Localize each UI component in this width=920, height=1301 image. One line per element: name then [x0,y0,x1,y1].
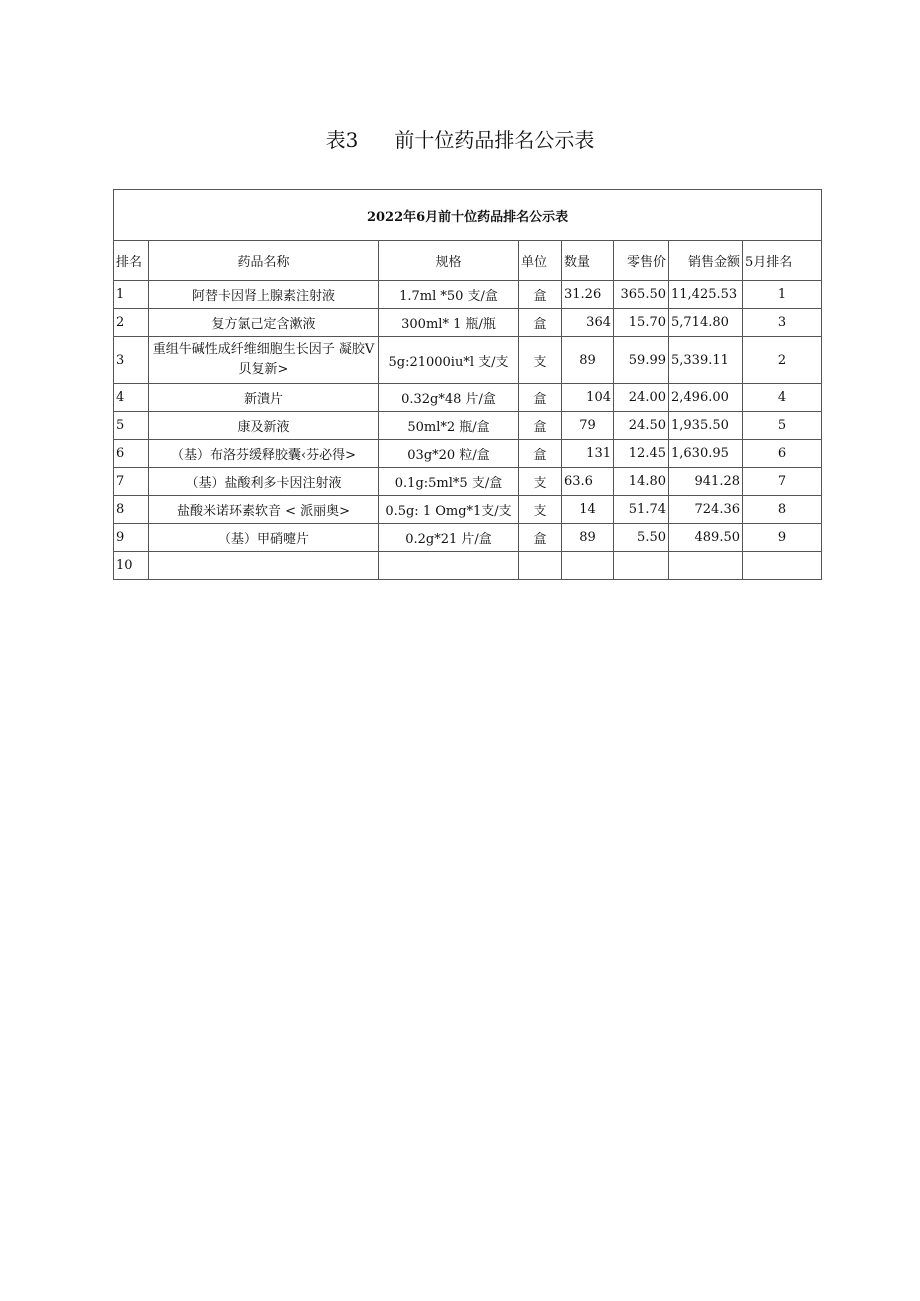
cell-price: 59.99 [614,337,669,384]
cell-name [149,552,379,580]
cell-rank: 2 [114,309,149,337]
cell-name: （基）盐酸利多卡因注射液 [149,468,379,496]
cell-prev-rank: 6 [743,440,822,468]
cell-price: 15.70 [614,309,669,337]
cell-prev-rank: 4 [743,384,822,412]
cell-rank: 8 [114,496,149,524]
cell-spec: 0.5g: 1 Omg*1支/支 [379,496,519,524]
cell-rank: 3 [114,337,149,384]
cell-unit [519,552,562,580]
cell-amount: 1,935.50 [669,412,743,440]
table-row [114,412,822,440]
cell-prev-rank: 2 [743,337,822,384]
table-row [114,384,822,412]
cell-amount [669,552,743,580]
cell-unit: 支 [519,496,562,524]
cell-price: 24.50 [614,412,669,440]
cell-spec: 5g:21000iu*l 支/支 [379,337,519,384]
cell-spec: 300ml* 1 瓶/瓶 [379,309,519,337]
cell-unit: 支 [519,468,562,496]
table-row [114,496,822,524]
cell-amount: 941.28 [669,468,743,496]
cell-qty: 79 [562,412,614,440]
cell-spec: 03g*20 粒/盒 [379,440,519,468]
cell-amount: 724.36 [669,496,743,524]
table-caption: 2022年6月前十位药品排名公示表 [114,190,822,241]
table-row [114,440,822,468]
cell-prev-rank: 1 [743,281,822,309]
cell-rank: 5 [114,412,149,440]
cell-price: 24.00 [614,384,669,412]
cell-unit: 盒 [519,412,562,440]
header-spec: 规格 [379,241,519,281]
cell-qty: 31.26 [562,281,614,309]
cell-unit: 盒 [519,440,562,468]
cell-name: 新潰片 [149,384,379,412]
cell-spec: 0.1g:5ml*5 支/盒 [379,468,519,496]
table-header-row [114,241,822,281]
table-row [114,468,822,496]
cell-rank: 10 [114,552,149,580]
cell-rank: 6 [114,440,149,468]
header-rank: 排名 [114,241,149,281]
table-row [114,552,822,580]
cell-unit: 盒 [519,309,562,337]
cell-amount: 2,496.00 [669,384,743,412]
table-row [114,337,822,384]
cell-price: 51.74 [614,496,669,524]
table-number-label: 表3 [325,128,359,152]
cell-prev-rank: 3 [743,309,822,337]
cell-unit: 盒 [519,281,562,309]
header-amount: 销售金额 [669,241,743,281]
cell-prev-rank: 8 [743,496,822,524]
cell-name: （基）甲硝嚏片 [149,524,379,552]
header-qty: 数量 [562,241,614,281]
cell-qty: 131 [562,440,614,468]
cell-rank: 4 [114,384,149,412]
cell-qty [562,552,614,580]
cell-rank: 7 [114,468,149,496]
cell-unit: 盒 [519,524,562,552]
cell-rank: 9 [114,524,149,552]
cell-qty: 14 [562,496,614,524]
cell-amount: 1,630.95 [669,440,743,468]
drug-ranking-table [113,189,822,580]
cell-amount: 489.50 [669,524,743,552]
document-title [0,124,920,153]
cell-price [614,552,669,580]
cell-name: 阿替卡因肾上腺素注射液 [149,281,379,309]
cell-unit: 盒 [519,384,562,412]
table-title-text: 前十位药品排名公示表 [394,128,595,152]
cell-qty: 89 [562,524,614,552]
cell-amount: 5,339.11 [669,337,743,384]
table-row [114,281,822,309]
table-row [114,524,822,552]
cell-prev-rank: 9 [743,524,822,552]
cell-spec [379,552,519,580]
header-unit: 单位 [519,241,562,281]
cell-name: （基）布洛芬缓释胶囊‹芬必得> [149,440,379,468]
cell-prev-rank [743,552,822,580]
header-name: 药品名称 [149,241,379,281]
table-row [114,309,822,337]
cell-qty: 63.6 [562,468,614,496]
cell-unit: 支 [519,337,562,384]
cell-amount: 11,425.53 [669,281,743,309]
cell-name: 复方氯己定含漱液 [149,309,379,337]
cell-spec: 0.2g*21 片/盒 [379,524,519,552]
header-price: 零售价 [614,241,669,281]
cell-spec: 0.32g*48 片/盒 [379,384,519,412]
cell-qty: 89 [562,337,614,384]
cell-price: 14.80 [614,468,669,496]
cell-qty: 104 [562,384,614,412]
cell-prev-rank: 7 [743,468,822,496]
cell-amount: 5,714.80 [669,309,743,337]
header-prev-rank: 5月排名 [743,241,822,281]
cell-rank: 1 [114,281,149,309]
cell-prev-rank: 5 [743,412,822,440]
cell-price: 5.50 [614,524,669,552]
cell-name: 盐酸米诺环素软音 < 派丽奥> [149,496,379,524]
cell-price: 365.50 [614,281,669,309]
cell-name: 康及新液 [149,412,379,440]
cell-spec: 1.7ml *50 支/盒 [379,281,519,309]
cell-spec: 50ml*2 瓶/盒 [379,412,519,440]
cell-name: 重组牛碱性成纤维细胞生长因子 凝胶V贝复新> [149,337,379,384]
cell-price: 12.45 [614,440,669,468]
cell-qty: 364 [562,309,614,337]
